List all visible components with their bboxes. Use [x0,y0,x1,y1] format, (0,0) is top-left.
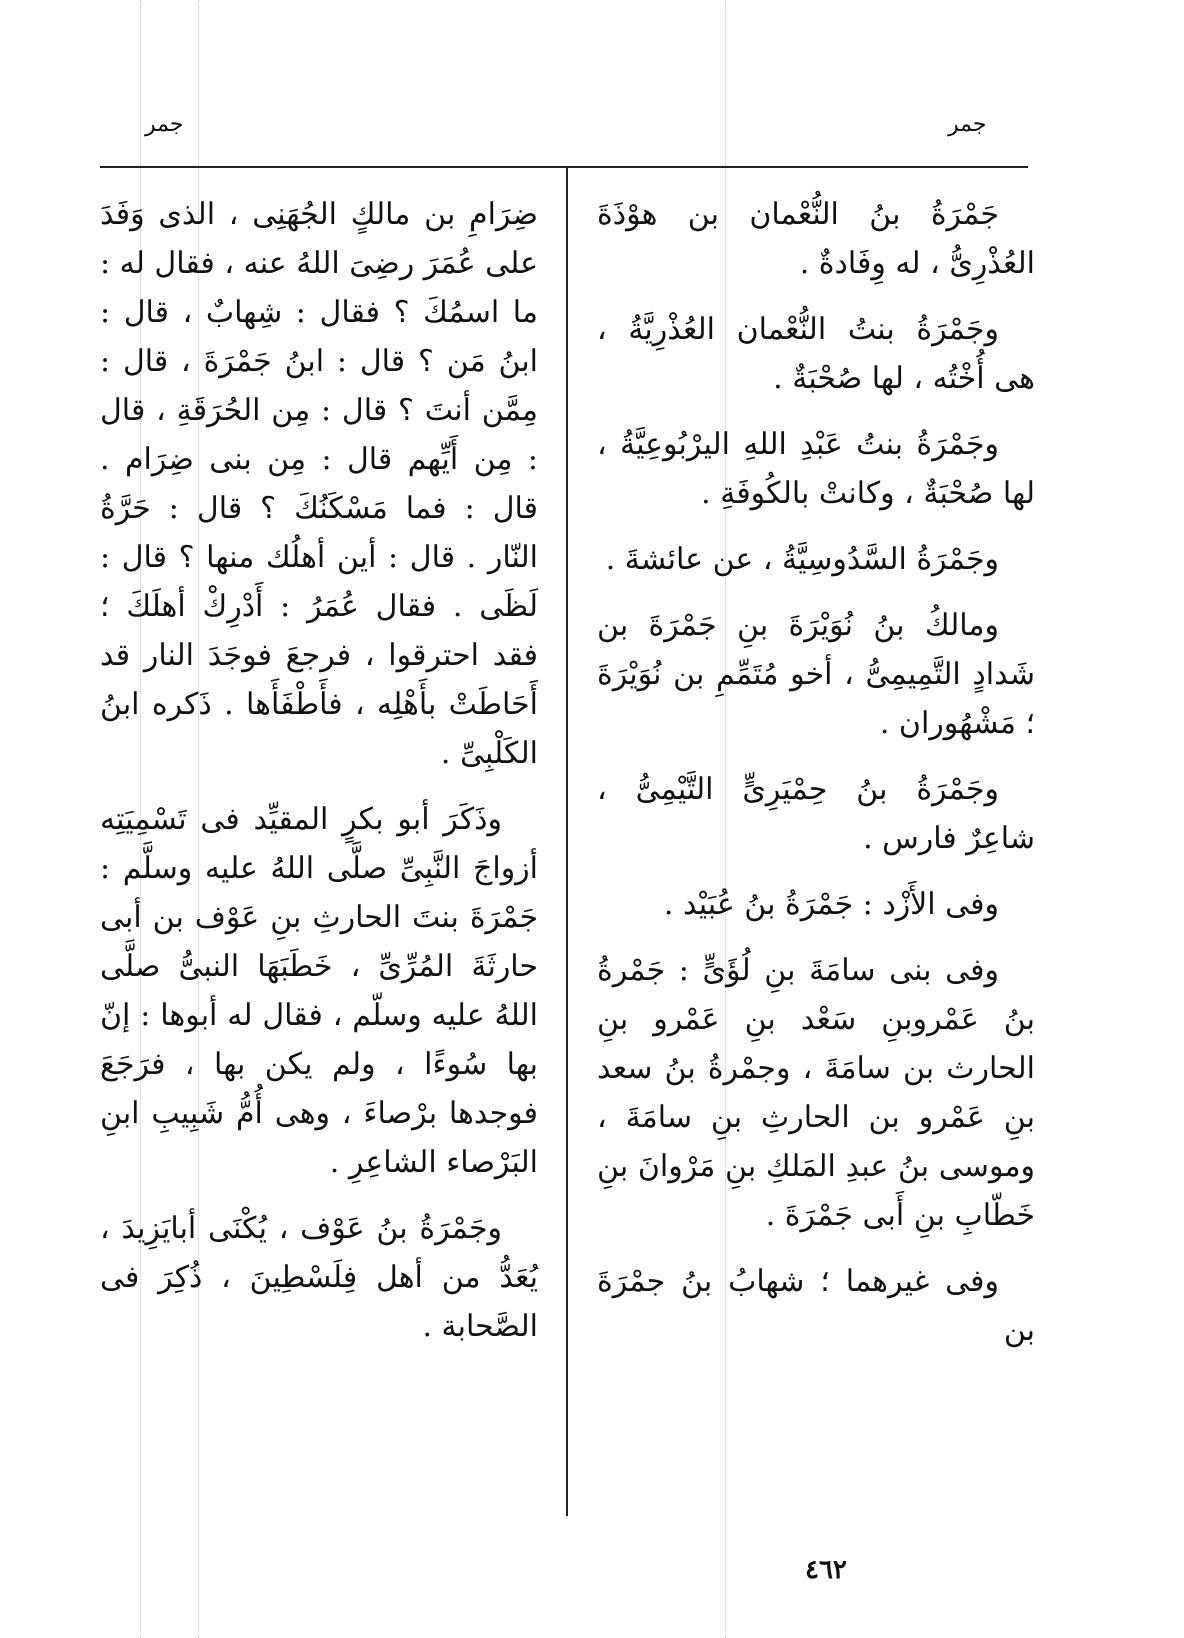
entry-paragraph: ضِرَامِ بن مالكٍ الجُهَنِى ، الذى وَفَدَ على عُمَرَ رضِىَ اللهُ عنه ، فقال له : ما اسمُكَ ؟ فقال : شِهابٌ ، قال : ابنُ مَن ؟ قال : ابنُ جَمْرَةَ ، قال : مِمَّن أنتَ ؟ قال : مِن الحُرَقَةِ ، قال : مِن أَيِّهم قال : مِن بنى ضِرَام . قال : فما مَسْكَنُكَ ؟ قال : حَرَّةُ النّار . قال : أين أهلُك منها ؟ قال : لَظَى . فقال عُمَرُ : أَدْرِكْ أهلَكَ ؛ فقد احترقوا ، فرجعَ فوجَدَ النار قد أَحَاطَتْ بأَهْلِه ، فأَطْفَأَها . ذَكره ابنُ الكَلْبِىِّ . [100,197,538,771]
left-column [100,190,538,1368]
entry-paragraph: ومالكُ بنُ نُوَيْرَةَ بنِ جَمْرَةَ بن شَدادٍ التَّمِيمِىُّ ، أخو مُتَمِّمِ بن نُوَيْرَةَ ؛ مَشْهُوران . [597,608,1035,741]
running-header-right: جمر [948,112,987,137]
entry-paragraph: وجَمْرَةُ السَّدُوسِيَّةُ ، عن عائشةَ . [605,542,999,577]
entry-paragraph: وفى الأَزْد : جَمْرَةُ بنُ عُبَيْد . [663,887,999,922]
header-rule [100,166,1028,168]
entry-paragraph: وفى غيرهما ؛ شهابُ بنُ جمْرَةَ بن [597,1264,1035,1348]
page-number: ٤٦٢ [805,1555,847,1585]
entry-paragraph: وجَمْرَةُ بنتُ عَبْدِ اللهِ اليرْبُوعِيَّةُ ، لها صُحْبَةٌ ، وكانتْ بالكُوفَةِ . [597,427,1035,511]
entry-paragraph: وفى بنى سامَةَ بنِ لُؤَىٍّ : جَمْرةُ بنُ عَمْروبنِ سَعْد بنِ عَمْرو بنِ الحارث بن سامَةَ ، وجمْرةُ بنُ سعد بنِ عَمْرو بن الحارثِ بنِ سامَةَ ، وموسى بنُ عبدِ المَلكِ بنِ مَرْوانَ بنِ خَطّابِ بنِ أَبى جَمْرَةَ . [597,953,1035,1233]
column-divider [566,166,568,1516]
entry-paragraph: وجَمْرَةُ بنتُ النُّعْمان العُذْرِيَّةُ ، هى أُخْتُه ، لها صُحْبَةٌ . [597,312,1035,396]
entry-paragraph: وذَكَرَ أبو بكرٍ المقيِّد فى تَسْمِيَتِه أزواجَ النَّبِىِّ صلَّى اللهُ عليه وسلَّم : جَمْرَةَ بنتَ الحارثِ بنِ عَوْف بن أبى حارثَةَ المُرِّىِّ ، خَطَبَهَا النبىُّ صلَّى اللهُ عليه وسلّم ، فقال له أبوها : إنّ بها سُوءًا ، ولم يكن بها ، فرَجَعَ فوجدها برْصاءَ ، وهى أُمُّ شَبِيبِ ابنِ البَرْصاء الشاعِرِ . [100,802,538,1180]
entry-paragraph: وجَمْرَةُ بنُ حِمْيَرِىٍّ التَّيْمِىُّ ، شاعِرٌ فارس . [597,772,1035,856]
entry-paragraph: جَمْرَةُ بنُ النُّعْمان بن هوْذَةَ العُذْرِىُّ ، له وِفَادةٌ . [597,197,1035,281]
right-column [597,190,1035,1372]
entry-paragraph: وجَمْرَةُ بنُ عَوْف ، يُكْنَى أبايَزِيدَ ، يُعَدُّ من أهل فِلَسْطِينَ ، ذُكِرَ فى الصَّحابة . [100,1211,538,1344]
running-header-left: جمر [145,112,184,137]
